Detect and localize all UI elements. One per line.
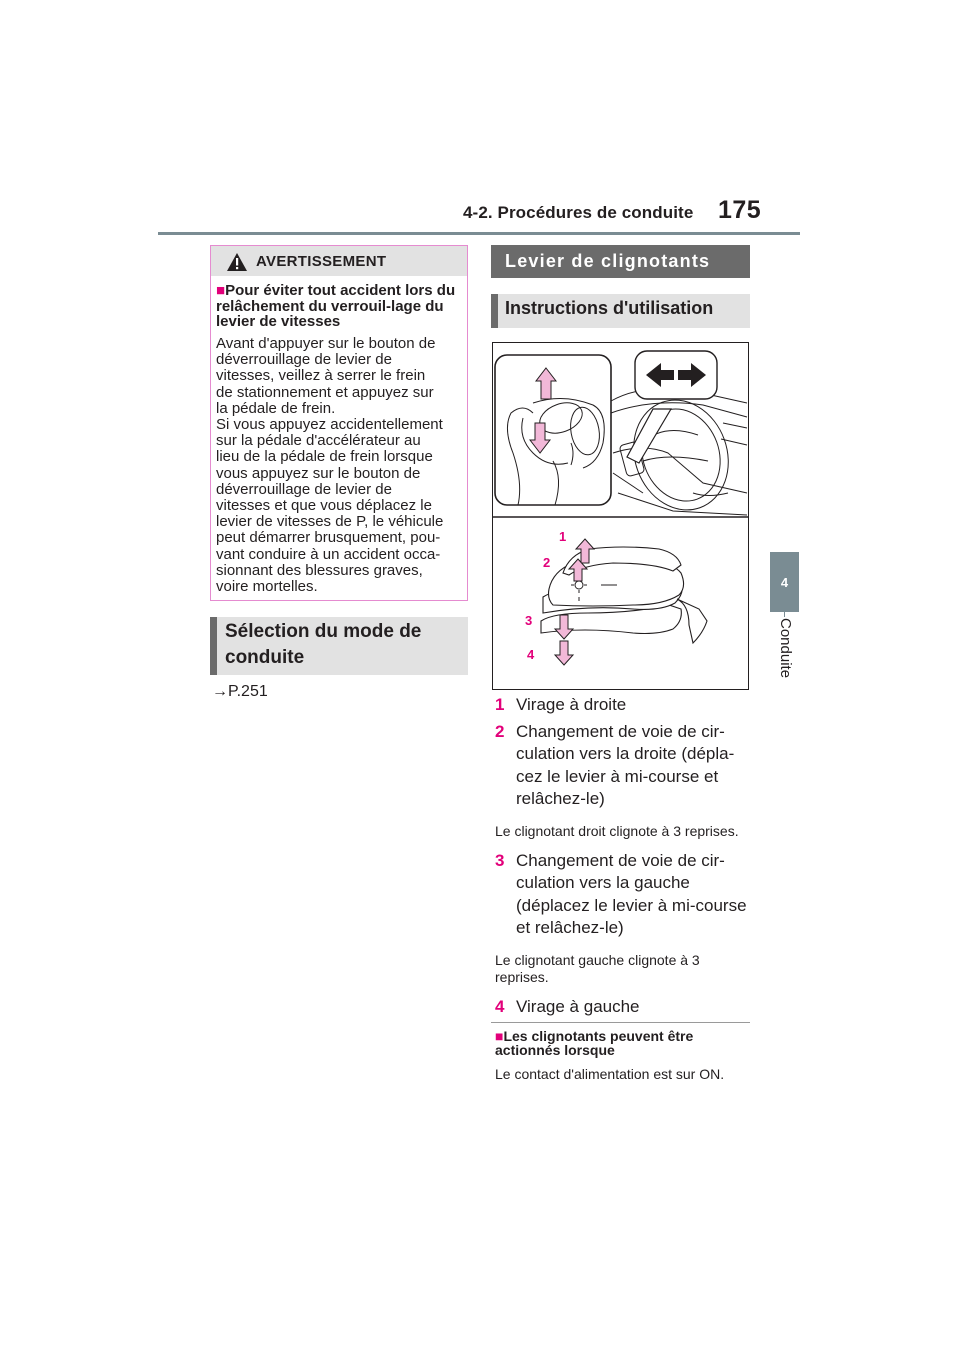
list-item-note: Le clignotant droit clignote à 3 reprises. (495, 822, 739, 839)
square-bullet-icon: ■ (216, 282, 226, 299)
warning-body (216, 336, 464, 595)
square-bullet-icon: ■ (495, 1028, 504, 1044)
warning-line: déverrouillage de levier de (216, 351, 392, 369)
warning-triangle-icon (226, 252, 248, 272)
list-item (495, 694, 757, 717)
list-item-text: Changement de voie de cir-culation vers la droite (dépla-cez le levier à mi-course et relâchez-le) (516, 721, 735, 808)
warning-line: déverrouillage de levier de (216, 480, 392, 498)
figure-callout-2: 2 (543, 555, 551, 570)
list-item-number: 4 (495, 996, 505, 1016)
list-item (495, 721, 757, 811)
condition-heading (495, 1029, 745, 1057)
warning-line: levier de vitesses de P, le véhicule (216, 513, 444, 531)
drive-mode-heading: Sélection du mode de conduite (225, 621, 422, 668)
figure-callout-4: 4 (527, 647, 535, 662)
condition-heading-text: Les clignotants peuvent être actionnés lorsque (495, 1028, 694, 1058)
warning-line: vant conduire à un accident occa- (216, 545, 441, 563)
warning-line: vous appuyez sur le bouton de (216, 464, 421, 482)
chapter-tab[interactable]: 4 (770, 552, 799, 612)
section-title: 4-2. Procédures de conduite (463, 203, 694, 222)
section-divider (491, 1022, 750, 1023)
warning-line: la pédale de frein. (216, 399, 336, 417)
turn-signal-heading: Levier de clignotants (505, 251, 711, 271)
list-item-number: 1 (495, 695, 505, 714)
warning-line: Avant d'appuyer sur le bouton de (216, 335, 436, 352)
warning-line: de stationnement et appuyez sur (216, 383, 434, 401)
list-item-number: 2 (495, 721, 505, 741)
warning-title: AVERTISSEMENT (256, 253, 387, 270)
instructions-heading: Instructions d'utilisation (505, 298, 714, 318)
chapter-tab-label-wrap (774, 616, 796, 706)
list-item (495, 996, 757, 1019)
warning-line: vitesses, veillez à serrer le frein (216, 367, 426, 385)
turn-signal-list (495, 694, 757, 1018)
list-item-text: Changement de voie de cir-culation vers la gauche (déplacez le levier à mi-course et relâchez-le) (516, 850, 747, 937)
warning-line: voire mortelles. (216, 578, 318, 596)
warning-line: peut démarrer brusquement, pou- (216, 529, 441, 547)
warning-subheading (216, 283, 462, 330)
list-item-text: Virage à droite (516, 695, 627, 714)
warning-subheading-text: Pour éviter tout accident lors du relâchement du verrouil-lage du levier de vitesses (216, 282, 456, 330)
warning-line: sur la pédale d'accélérateur au (216, 432, 421, 450)
warning-line: sionnant des blessures graves, (216, 561, 423, 579)
list-item-number: 3 (495, 850, 505, 870)
warning-line: vitesses et que vous déplacez le (216, 497, 432, 515)
figure-callout-3: 3 (525, 613, 533, 628)
figure-callout-1: 1 (559, 529, 567, 544)
page-number: 175 (718, 196, 762, 224)
page-reference-link[interactable]: →P.251 (212, 683, 268, 700)
list-item-note: Le clignotant gauche clignote à 3 reprises. (495, 951, 700, 985)
warning-line: Si vous appuyez accidentellement (216, 416, 443, 434)
turn-signal-illustration (493, 343, 748, 689)
chapter-tab-label: Conduite (777, 618, 794, 679)
turn-signal-figure (492, 342, 749, 690)
list-item-text: Virage à gauche (516, 996, 640, 1016)
warning-line: lieu de la pédale de frein lorsque (216, 448, 433, 466)
header-rule (158, 232, 800, 235)
condition-text: Le contact d'alimentation est sur ON. (495, 1066, 725, 1082)
list-item (495, 850, 757, 940)
